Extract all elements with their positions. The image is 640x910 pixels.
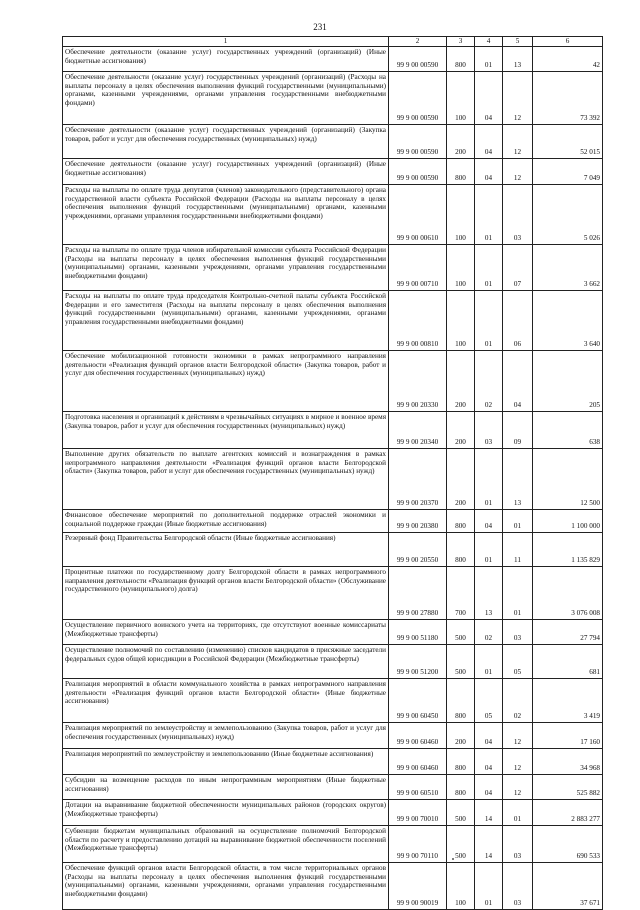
row-subsection: 05	[503, 645, 533, 679]
row-description: Выполнение других обязательств по выплате агентских комиссий и вознаграждения в рамках непрограммного направления деятельности «Реализация функций органов власти Белгородской области» (Закупка товаров, работ и услуг для обеспечения государственных (муниципальных) нужд)	[63, 449, 389, 510]
row-subsection: 01	[503, 510, 533, 533]
row-section: 02	[475, 351, 503, 412]
row-section: 01	[475, 449, 503, 510]
row-amount: 17 160	[533, 723, 603, 749]
table-row	[63, 412, 603, 449]
row-subsection: 03	[503, 863, 533, 910]
row-amount: 34 968	[533, 749, 603, 775]
row-subsection: 04	[503, 351, 533, 412]
row-description: Процентные платежи по государственному долгу Белгородской области в рамках непрограммного направления деятельности «Реализация функций органов власти Белгородской области» (Обслуживание государственного (муниципального) долга)	[63, 567, 389, 620]
row-section: 01	[475, 245, 503, 291]
row-expense-type: 100	[447, 185, 475, 245]
row-subsection: 03	[503, 826, 533, 863]
row-amount: 73 392	[533, 72, 603, 125]
row-target-code: 99 9 00 00710	[389, 245, 447, 291]
row-target-code: 99 9 00 00590	[389, 159, 447, 185]
row-expense-type: 800	[447, 159, 475, 185]
row-section: 01	[475, 185, 503, 245]
row-target-code: 99 9 00 00610	[389, 185, 447, 245]
table-row	[63, 533, 603, 567]
row-subsection: 12	[503, 775, 533, 800]
row-amount: 3 640	[533, 291, 603, 351]
row-amount: 205	[533, 351, 603, 412]
row-subsection: 13	[503, 449, 533, 510]
row-description: Обеспечение деятельности (оказание услуг) государственных учреждений (организаций) (Расходы на выплаты персоналу в целях обеспечения выполнения функций государственными (муниципальными) органами, казенными учреждениями, органами управления государственными внебюджетными фондами)	[63, 72, 389, 125]
row-subsection: 12	[503, 159, 533, 185]
row-expense-type: 100	[447, 245, 475, 291]
row-description: Субвенции бюджетам муниципальных образований на осуществление полномочий Белгородской области по расчету и предоставлению дотаций на выравнивание бюджетной обеспеченности поселений (Межбюджетные трансферты)	[63, 826, 389, 863]
row-subsection: 07	[503, 245, 533, 291]
row-target-code: 99 9 00 51200	[389, 645, 447, 679]
table-row	[63, 826, 603, 863]
row-section: 04	[475, 723, 503, 749]
row-target-code: 99 9 00 00590	[389, 72, 447, 125]
row-expense-type: 100	[447, 863, 475, 910]
budget-table	[62, 36, 603, 910]
row-amount: 12 500	[533, 449, 603, 510]
row-description: Осуществление первичного воинского учета на территориях, где отсутствуют военные комиссариаты (Межбюджетные трансферты)	[63, 620, 389, 645]
row-subsection: 06	[503, 291, 533, 351]
row-amount: 3 662	[533, 245, 603, 291]
row-target-code: 99 9 00 70110	[389, 826, 447, 863]
row-expense-type: 800	[447, 47, 475, 72]
row-amount: 52 015	[533, 125, 603, 159]
row-target-code: 99 9 00 20340	[389, 412, 447, 449]
row-subsection: 13	[503, 47, 533, 72]
row-amount: 1 135 829	[533, 533, 603, 567]
row-expense-type: 800	[447, 749, 475, 775]
table-row	[63, 723, 603, 749]
row-target-code: 99 9 00 20370	[389, 449, 447, 510]
row-subsection: 02	[503, 679, 533, 723]
row-description: Реализация мероприятий по землеустройству и землепользованию (Иные бюджетные ассигнования)	[63, 749, 389, 775]
row-amount: 37 671	[533, 863, 603, 910]
row-amount: 42	[533, 47, 603, 72]
table-body	[63, 47, 603, 910]
page-number: 231	[313, 22, 327, 32]
row-subsection: 09	[503, 412, 533, 449]
row-description: Подготовка населения и организаций к действиям в чрезвычайных ситуациях в мирное и военное время (Закупка товаров, работ и услуг для обеспечения государственных (муниципальных) нужд)	[63, 412, 389, 449]
row-subsection: 12	[503, 723, 533, 749]
row-subsection: 01	[503, 800, 533, 826]
table-row	[63, 72, 603, 125]
row-target-code: 99 9 00 60510	[389, 775, 447, 800]
row-description: Расходы на выплаты по оплате труда председателя Контрольно-счетной палаты субъекта Российской Федерации и его заместителя (Расходы на выплаты персоналу в целях обеспечения выполнения функций государственными (муниципальными) органами, казенными учреждениями, органами управления государственными внебюджетными фондами)	[63, 291, 389, 351]
row-amount: 3 076 008	[533, 567, 603, 620]
table-row	[63, 185, 603, 245]
row-target-code: 99 9 00 20330	[389, 351, 447, 412]
row-expense-type: 200	[447, 723, 475, 749]
row-section: 03	[475, 412, 503, 449]
header-row	[63, 37, 603, 47]
table-row	[63, 749, 603, 775]
row-expense-type: 200	[447, 412, 475, 449]
table-row	[63, 567, 603, 620]
table-row	[63, 125, 603, 159]
row-subsection: 11	[503, 533, 533, 567]
row-description: Обеспечение деятельности (оказание услуг) государственных учреждений (организаций) (Иные бюджетные ассигнования)	[63, 159, 389, 185]
row-description: Дотации на выравнивание бюджетной обеспеченности муниципальных районов (городских округов) (Межбюджетные трансферты)	[63, 800, 389, 826]
row-amount: 681	[533, 645, 603, 679]
row-expense-type: 800	[447, 679, 475, 723]
table-row	[63, 679, 603, 723]
row-expense-type: 100	[447, 72, 475, 125]
row-expense-type: 200	[447, 351, 475, 412]
row-subsection: 03	[503, 185, 533, 245]
row-description: Обеспечение мобилизационной готовности экономики в рамках непрограммного направления деятельности «Реализация функций органов власти Белгородской области» (Закупка товаров, работ и услуг для обеспечения государственных (муниципальных) нужд)	[63, 351, 389, 412]
row-description: Субсидии на возмещение расходов по иным непрограммным мероприятиям (Иные бюджетные ассигнования)	[63, 775, 389, 800]
row-amount: 638	[533, 412, 603, 449]
table-row	[63, 775, 603, 800]
row-target-code: 99 9 00 00810	[389, 291, 447, 351]
row-section: 04	[475, 510, 503, 533]
row-amount: 27 794	[533, 620, 603, 645]
row-target-code: 99 9 00 70010	[389, 800, 447, 826]
table-row	[63, 351, 603, 412]
table-row	[63, 159, 603, 185]
row-section: 02	[475, 620, 503, 645]
row-description: Резервный фонд Правительства Белгородской области (Иные бюджетные ассигнования)	[63, 533, 389, 567]
row-description: Осуществление полномочий по составлению (изменению) списков кандидатов в присяжные заседатели федеральных судов общей юрисдикции в Российской Федерации (Межбюджетные трансферты)	[63, 645, 389, 679]
row-expense-type: 500	[447, 620, 475, 645]
row-target-code: 99 9 00 00590	[389, 47, 447, 72]
row-section: 01	[475, 863, 503, 910]
row-section: 01	[475, 533, 503, 567]
row-subsection: 12	[503, 125, 533, 159]
row-target-code: 99 9 00 60460	[389, 723, 447, 749]
row-expense-type: 500	[447, 826, 475, 863]
row-amount: 2 883 277	[533, 800, 603, 826]
table-row	[63, 449, 603, 510]
row-section: 04	[475, 125, 503, 159]
table-row	[63, 245, 603, 291]
row-expense-type: 200	[447, 449, 475, 510]
row-expense-type: 100	[447, 291, 475, 351]
table-row	[63, 863, 603, 910]
header-col-6: 6	[533, 37, 603, 47]
row-description: Финансовое обеспечение мероприятий по дополнительной поддержке отраслей экономики и социальной поддержке граждан (Иные бюджетные ассигнования)	[63, 510, 389, 533]
row-section: 05	[475, 679, 503, 723]
row-expense-type: 500	[447, 800, 475, 826]
row-amount: 525 882	[533, 775, 603, 800]
row-subsection: 01	[503, 567, 533, 620]
row-expense-type: 800	[447, 533, 475, 567]
ink-speck	[452, 858, 454, 860]
row-section: 01	[475, 645, 503, 679]
row-description: Обеспечение функций органов власти Белгородской области, в том числе территориальных органов (Расходы на выплаты персоналу в целях обеспечения выполнения функций государственными (муниципальными) органами, казенными учреждениями, органами управления государственными внебюджетными фондами)	[63, 863, 389, 910]
table-row	[63, 47, 603, 72]
row-section: 14	[475, 826, 503, 863]
header-col-2: 2	[389, 37, 447, 47]
row-target-code: 99 9 00 51180	[389, 620, 447, 645]
row-expense-type: 500	[447, 645, 475, 679]
table-row	[63, 291, 603, 351]
row-target-code: 99 9 00 00590	[389, 125, 447, 159]
header-col-4: 4	[475, 37, 503, 47]
row-target-code: 99 9 00 60450	[389, 679, 447, 723]
header-col-3: 3	[447, 37, 475, 47]
row-description: Расходы на выплаты по оплате труда членов избирательной комиссии субъекта Российской Федерации (Расходы на выплаты персоналу в целях обеспечения выполнения функций государственными (муниципальными) органами, казенными учреждениями, органами управления государственными внебюджетными фондами)	[63, 245, 389, 291]
row-expense-type: 800	[447, 775, 475, 800]
row-target-code: 99 9 00 20550	[389, 533, 447, 567]
row-description: Обеспечение деятельности (оказание услуг) государственных учреждений (организаций) (Закупка товаров, работ и услуг для обеспечения государственных (муниципальных) нужд)	[63, 125, 389, 159]
row-description: Реализация мероприятий по землеустройству и землепользованию (Закупка товаров, работ и услуг для обеспечения государственных (муниципальных) нужд)	[63, 723, 389, 749]
header-col-1: 1	[63, 37, 389, 47]
row-target-code: 99 9 00 60460	[389, 749, 447, 775]
row-target-code: 99 9 00 27880	[389, 567, 447, 620]
row-subsection: 12	[503, 749, 533, 775]
row-expense-type: 700	[447, 567, 475, 620]
table-row	[63, 510, 603, 533]
row-section: 04	[475, 159, 503, 185]
table-row	[63, 620, 603, 645]
row-section: 01	[475, 47, 503, 72]
table-row	[63, 800, 603, 826]
row-amount: 7 049	[533, 159, 603, 185]
row-target-code: 99 9 00 90019	[389, 863, 447, 910]
row-section: 04	[475, 72, 503, 125]
row-section: 01	[475, 291, 503, 351]
row-description: Расходы на выплаты по оплате труда депутатов (членов) законодательного (представительного) органа государственной власти субъекта Российской Федерации (Расходы на выплаты персоналу в целях обеспечения выполнения функций государственными (муниципальными) органами, казенными учреждениями, органами управления государственными внебюджетными фондами)	[63, 185, 389, 245]
row-description: Обеспечение деятельности (оказание услуг) государственных учреждений (организаций) (Иные бюджетные ассигнования)	[63, 47, 389, 72]
row-amount: 5 026	[533, 185, 603, 245]
row-target-code: 99 9 00 20380	[389, 510, 447, 533]
table-row	[63, 645, 603, 679]
row-amount: 690 533	[533, 826, 603, 863]
row-description: Реализация мероприятий в области коммунального хозяйства в рамках непрограммного направления деятельности «Реализация функций органов власти Белгородской области» (Иные бюджетные ассигнования)	[63, 679, 389, 723]
row-amount: 1 100 000	[533, 510, 603, 533]
row-section: 04	[475, 775, 503, 800]
row-subsection: 03	[503, 620, 533, 645]
row-subsection: 12	[503, 72, 533, 125]
row-section: 04	[475, 749, 503, 775]
row-amount: 3 419	[533, 679, 603, 723]
header-col-5: 5	[503, 37, 533, 47]
row-section: 14	[475, 800, 503, 826]
row-expense-type: 800	[447, 510, 475, 533]
row-section: 13	[475, 567, 503, 620]
row-expense-type: 200	[447, 125, 475, 159]
